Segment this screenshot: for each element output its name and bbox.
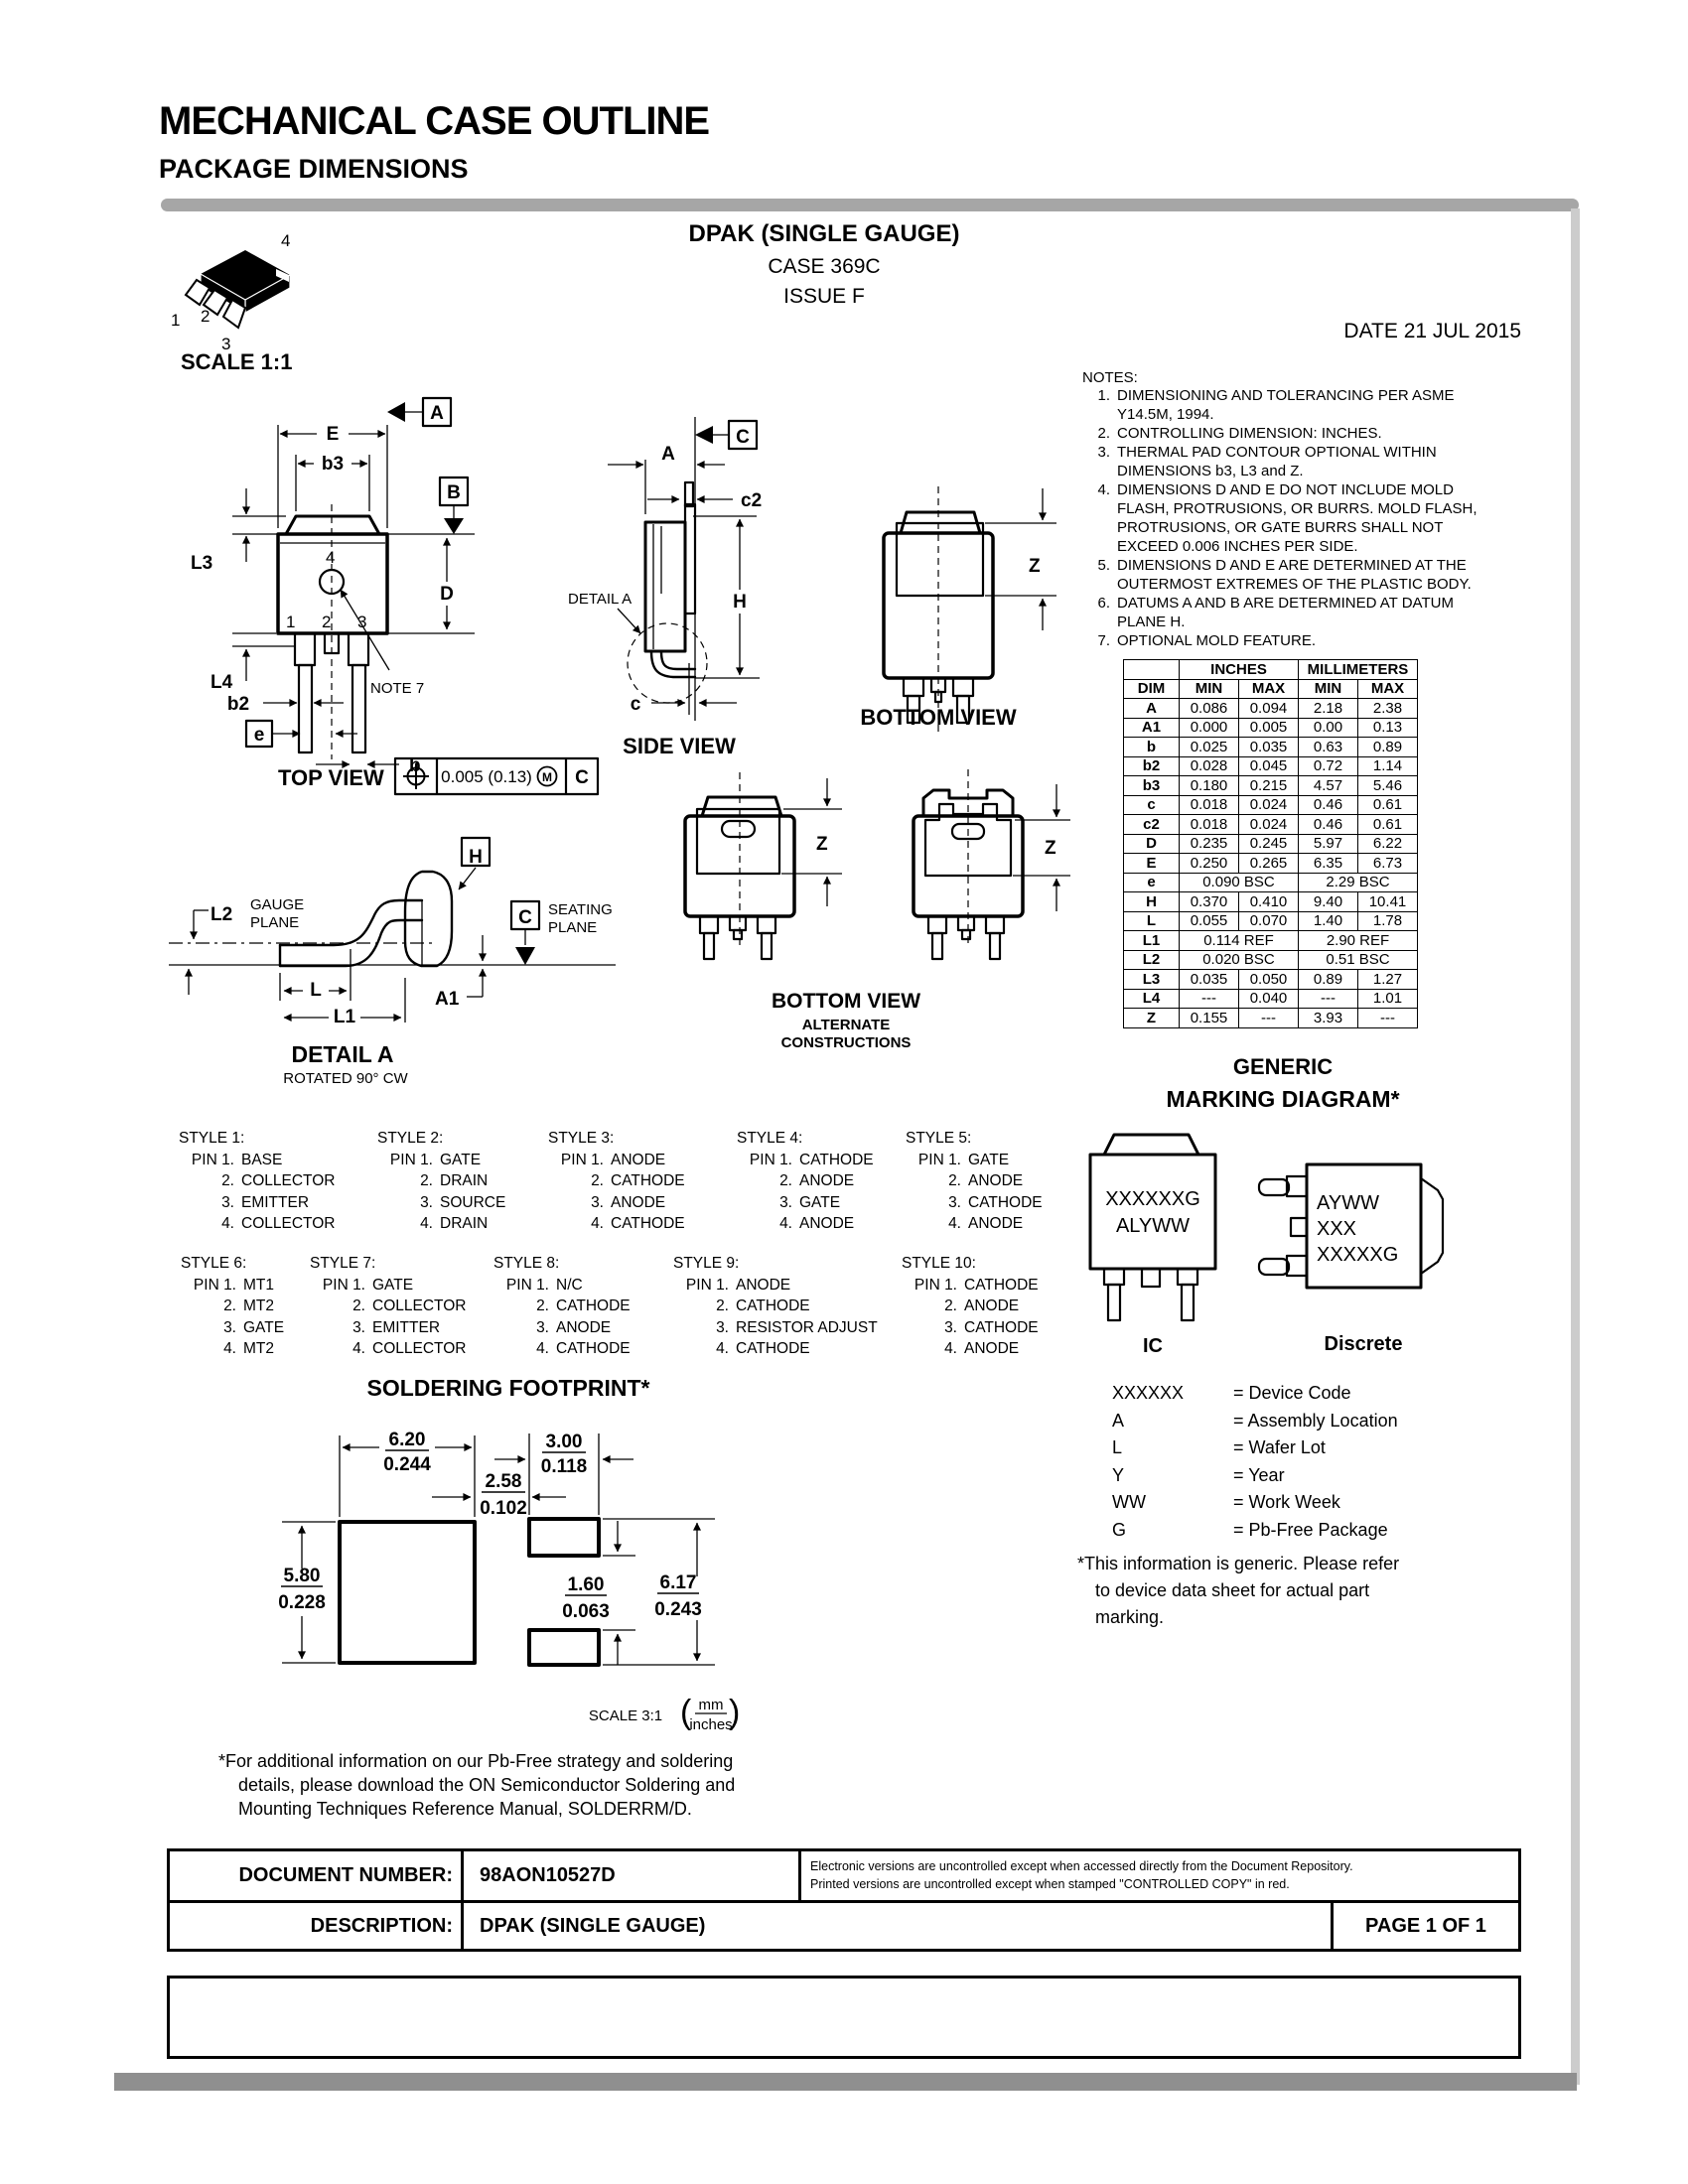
legend-year: Y = Year <box>1112 1464 1285 1485</box>
dim-Z-alt2: Z <box>1045 838 1056 859</box>
topview-pin1: 1 <box>286 613 296 631</box>
legend-pbfree: G = Pb-Free Package <box>1112 1519 1388 1540</box>
note-2: 2. CONTROLLING DIMENSION: INCHES. <box>1097 425 1382 442</box>
constructions-label: CONSTRUCTIONS <box>780 1034 912 1051</box>
document-info-table <box>167 1848 1521 1952</box>
dim-L2: L2 <box>211 904 233 925</box>
datum-h-label: H <box>469 847 483 868</box>
fp-leadw-mm: 3.00 <box>545 1432 583 1452</box>
dim-H: H <box>733 592 747 613</box>
legend-wafer-lot: L = Wafer Lot <box>1112 1437 1326 1457</box>
dim-c: c <box>630 694 641 715</box>
notes-heading: NOTES: <box>1082 369 1138 386</box>
dim-L3: L3 <box>191 553 213 574</box>
ic-marking-line1: XXXXXXG <box>1105 1188 1200 1210</box>
alt-constructions-drawing <box>626 764 1082 1062</box>
scale-label: SCALE 1:1 <box>181 349 293 374</box>
seating-plane-line1: SEATING <box>548 901 613 918</box>
alt-bottom-view-label: BOTTOM VIEW <box>771 990 921 1013</box>
page-count: PAGE 1 OF 1 <box>1365 1915 1486 1937</box>
iso-pin4-label: 4 <box>281 231 291 250</box>
table-row: c2 0.018 0.024 0.46 0.61 <box>1124 815 1418 835</box>
marking-discrete-drawing <box>1249 1142 1482 1355</box>
table-row: A1 0.000 0.005 0.00 0.13 <box>1124 718 1418 738</box>
topview-pin3: 3 <box>357 613 367 631</box>
discrete-marking-line3: XXXXXG <box>1317 1244 1399 1266</box>
pbfree-footnote: *For additional information on our Pb-Free strategy and soldering details, please download the ON Semiconductor Soldering and Mounting Techniques Reference Manual, SOLDERRM/D. <box>218 1751 736 1819</box>
table-row: b3 0.180 0.215 4.57 5.46 <box>1124 776 1418 796</box>
gauge-plane-line1: GAUGE <box>250 896 305 913</box>
legend-assembly: A = Assembly Location <box>1112 1410 1398 1431</box>
table-row: D 0.235 0.245 5.97 6.22 <box>1124 834 1418 854</box>
iso-pin1-label: 1 <box>171 311 181 330</box>
description-label: DESCRIPTION: <box>310 1915 453 1937</box>
bottom-bar <box>114 2073 1577 2091</box>
dim-e: e <box>253 725 265 746</box>
footprint-dimensions <box>281 1428 715 1665</box>
table-row: H 0.370 0.410 9.40 10.41 <box>1124 892 1418 912</box>
doc-table-vline1 <box>461 1851 464 1949</box>
gauge-plane-line2: PLANE <box>250 914 300 931</box>
dim-L1: L1 <box>333 1007 356 1027</box>
detail-a-drawing <box>139 824 655 1092</box>
alternate-label: ALTERNATE <box>801 1017 891 1033</box>
description-value: DPAK (SINGLE GAUGE) <box>480 1915 706 1937</box>
style-4: STYLE 4: PIN 1. CATHODE 2. ANODE 3. GATE 4. ANODE <box>737 1130 874 1232</box>
fp-gap-mm: 2.58 <box>485 1471 522 1492</box>
table-row: b2 0.028 0.045 0.72 1.14 <box>1124 756 1418 776</box>
dimension-table <box>1123 659 1418 1028</box>
empty-footer-box <box>167 1976 1521 2059</box>
fp-padw-mm: 6.20 <box>388 1430 426 1450</box>
dim-c2: c2 <box>741 490 763 511</box>
fp-unit-inches: inches <box>689 1716 733 1733</box>
package-name: DPAK (SINGLE GAUGE) <box>688 220 960 247</box>
style-3: STYLE 3: PIN 1. ANODE 2. CATHODE 3. ANODE 4. CATHODE <box>548 1130 685 1232</box>
date-label: DATE 21 JUL 2015 <box>1343 320 1521 342</box>
fcf-modifier: M <box>542 770 552 784</box>
fp-leadh-in: 0.063 <box>562 1601 610 1622</box>
dim-b: b <box>409 755 421 776</box>
bottom-view-label: BOTTOM VIEW <box>860 705 1017 730</box>
dim-b3: b3 <box>321 454 345 475</box>
fp-leadh-mm: 1.60 <box>567 1574 605 1595</box>
style-8: STYLE 8: PIN 1. N/C 2. CATHODE 3. ANODE 4. CATHODE <box>493 1255 631 1357</box>
bottom-view-dimensions <box>985 488 1056 630</box>
ic-marking-line2: ALYWW <box>1115 1215 1191 1237</box>
dimtable-header-units: INCHES MILLIMETERS <box>1124 660 1418 680</box>
dimtable-header-cols: DIM MIN MAX MIN MAX <box>1124 679 1418 699</box>
top-view-part <box>278 504 387 759</box>
doc-table-vline2 <box>798 1851 801 1900</box>
ic-label: IC <box>1143 1335 1163 1357</box>
seating-plane-line2: PLANE <box>548 919 598 936</box>
detail-a-title: DETAIL A <box>291 1041 394 1067</box>
discrete-marking-line1: AYWW <box>1317 1192 1379 1214</box>
marking-title-line2: MARKING DIAGRAM* <box>1166 1086 1400 1112</box>
side-view-label: SIDE VIEW <box>623 734 736 758</box>
dim-L: L <box>310 980 322 1001</box>
marking-diagram-title <box>1084 1054 1481 1113</box>
fcf-datum: C <box>575 767 589 788</box>
fp-scale-label: SCALE 3:1 <box>588 1707 663 1724</box>
fcf-tolerance: 0.005 (0.13) <box>441 767 532 786</box>
svg-text:): ) <box>729 1694 741 1731</box>
fp-padh-mm: 5.80 <box>283 1566 321 1586</box>
datum-b-label: B <box>447 482 461 503</box>
datum-c-label: C <box>736 427 750 448</box>
dim-D: D <box>440 584 454 605</box>
style-1: STYLE 1: PIN 1. BASE 2. COLLECTOR 3. EMITTER 4. COLLECTOR <box>179 1130 336 1232</box>
fp-span-mm: 6.17 <box>659 1572 697 1593</box>
document-number-label: DOCUMENT NUMBER: <box>238 1864 453 1886</box>
table-row: e 0.090 BSC 2.29 BSC <box>1124 873 1418 892</box>
fp-padh-in: 0.228 <box>278 1592 326 1613</box>
table-row: A 0.086 0.094 2.18 2.38 <box>1124 699 1418 719</box>
dim-A: A <box>661 444 675 465</box>
dim-Z-bottom: Z <box>1029 556 1041 577</box>
table-row: L3 0.035 0.050 0.89 1.27 <box>1124 970 1418 990</box>
legend-device-code: XXXXXX = Device Code <box>1112 1383 1351 1403</box>
top-view-label: TOP VIEW <box>278 765 384 790</box>
topview-pin4: 4 <box>326 548 336 567</box>
table-row: b 0.025 0.035 0.63 0.89 <box>1124 738 1418 757</box>
page-title: MECHANICAL CASE OUTLINE <box>159 99 710 143</box>
style-5: STYLE 5: PIN 1. GATE 2. ANODE 3. CATHODE 4. ANODE <box>906 1130 1043 1232</box>
table-row: L2 0.020 BSC 0.51 BSC <box>1124 950 1418 970</box>
marking-legend <box>1112 1380 1398 1544</box>
note-6: 6. DATUMS A AND B ARE DETERMINED AT DATUM PLANE H. <box>1097 595 1454 630</box>
note7-label: NOTE 7 <box>370 680 425 697</box>
style-9: STYLE 9: PIN 1. ANODE 2. CATHODE 3. RESISTOR ADJUST 4. CATHODE <box>673 1255 878 1357</box>
table-row: E 0.250 0.265 6.35 6.73 <box>1124 854 1418 874</box>
fp-unit-mm: mm <box>698 1697 724 1713</box>
fp-padw-in: 0.244 <box>383 1454 431 1475</box>
bottom-view-part <box>884 486 993 737</box>
style-2: STYLE 2: PIN 1. GATE 2. DRAIN 3. SOURCE 4. DRAIN <box>377 1130 506 1232</box>
style-10: STYLE 10: PIN 1. CATHODE 2. ANODE 3. CATHODE 4. ANODE <box>902 1255 1039 1357</box>
marking-title-line1: GENERIC <box>1232 1054 1334 1079</box>
note-5: 5. DIMENSIONS D AND E ARE DETERMINED AT THE OUTERMOST EXTREMES OF THE PLASTIC BODY. <box>1097 557 1472 593</box>
table-row: c 0.018 0.024 0.46 0.61 <box>1124 795 1418 815</box>
note-7-text: 7. OPTIONAL MOLD FEATURE. <box>1097 632 1317 649</box>
dim-A1: A1 <box>435 989 460 1010</box>
marking-generic-note: *This information is generic. Please refer to device data sheet for actual part marking. <box>1077 1554 1400 1627</box>
page-right-shadow <box>1571 208 1580 2085</box>
style-6: STYLE 6: PIN 1. MT1 2. MT2 3. GATE 4. MT2 <box>181 1255 285 1357</box>
svg-text:(: ( <box>680 1694 692 1731</box>
dim-E: E <box>326 424 340 445</box>
package-issue: ISSUE F <box>783 285 865 308</box>
note-4: 4. DIMENSIONS D AND E DO NOT INCLUDE MOLD FLASH, PROTRUSIONS, OR BURRS. MOLD FLASH, PROTRUSIONS, OR GATE BURRS SHALL NOT EXCEED 0.006 INCHES PER SIDE. <box>1097 481 1477 555</box>
alt-right-package <box>914 769 1070 959</box>
note-3: 3. THERMAL PAD CONTOUR OPTIONAL WITHIN DIMENSIONS b3, L3 and Z. <box>1097 444 1437 479</box>
datum-a-label: A <box>430 403 444 424</box>
dim-Z-alt1: Z <box>816 834 828 855</box>
fp-span-in: 0.243 <box>654 1599 702 1620</box>
note-1: 1. DIMENSIONING AND TOLERANCING PER ASME Y14.5M, 1994. <box>1097 387 1455 423</box>
discrete-label: Discrete <box>1324 1333 1403 1355</box>
iso-pin3-label: 3 <box>221 335 231 353</box>
marking-ic-drawing <box>1084 1132 1243 1358</box>
document-number-value: 98AON10527D <box>480 1864 616 1886</box>
soldering-title: SOLDERING FOOTPRINT* <box>366 1375 650 1401</box>
legend-work-week: WW = Work Week <box>1112 1492 1340 1512</box>
doc-disclaimer: Electronic versions are uncontrolled except when accessed directly from the Document Repository. Printed versions are uncontrolled except when stamped "CONTROLLED COPY" in red. <box>810 1859 1353 1891</box>
table-row: Z 0.155 --- 3.93 --- <box>1124 1009 1418 1028</box>
topview-pin2: 2 <box>322 613 332 631</box>
footprint-pads <box>340 1519 599 1665</box>
page-subtitle: PACKAGE DIMENSIONS <box>159 154 469 184</box>
package-heading <box>626 220 1023 309</box>
fp-leadw-in: 0.118 <box>540 1456 588 1477</box>
table-row: L1 0.114 REF 2.90 REF <box>1124 931 1418 951</box>
fp-gap-in: 0.102 <box>480 1498 527 1519</box>
datum-c-seating: C <box>518 907 532 928</box>
notes-section <box>1082 369 1559 650</box>
package-case: CASE 369C <box>768 255 881 278</box>
soldering-footprint-drawing <box>268 1420 784 1737</box>
style-7: STYLE 7: PIN 1. GATE 2. COLLECTOR 3. EMITTER 4. COLLECTOR <box>310 1255 467 1357</box>
iso-pin2-label: 2 <box>201 307 211 326</box>
discrete-marking-line2: XXX <box>1317 1218 1357 1240</box>
alt-left-package <box>685 772 842 959</box>
table-row: L 0.055 0.070 1.40 1.78 <box>1124 911 1418 931</box>
header-divider <box>161 199 1579 211</box>
dim-L4: L4 <box>211 672 233 693</box>
table-row: L4 --- 0.040 --- 1.01 <box>1124 989 1418 1009</box>
detail-a-rotated: ROTATED 90° CW <box>283 1070 408 1087</box>
detail-a-callout: DETAIL A <box>568 591 633 608</box>
dim-b2: b2 <box>226 694 250 715</box>
